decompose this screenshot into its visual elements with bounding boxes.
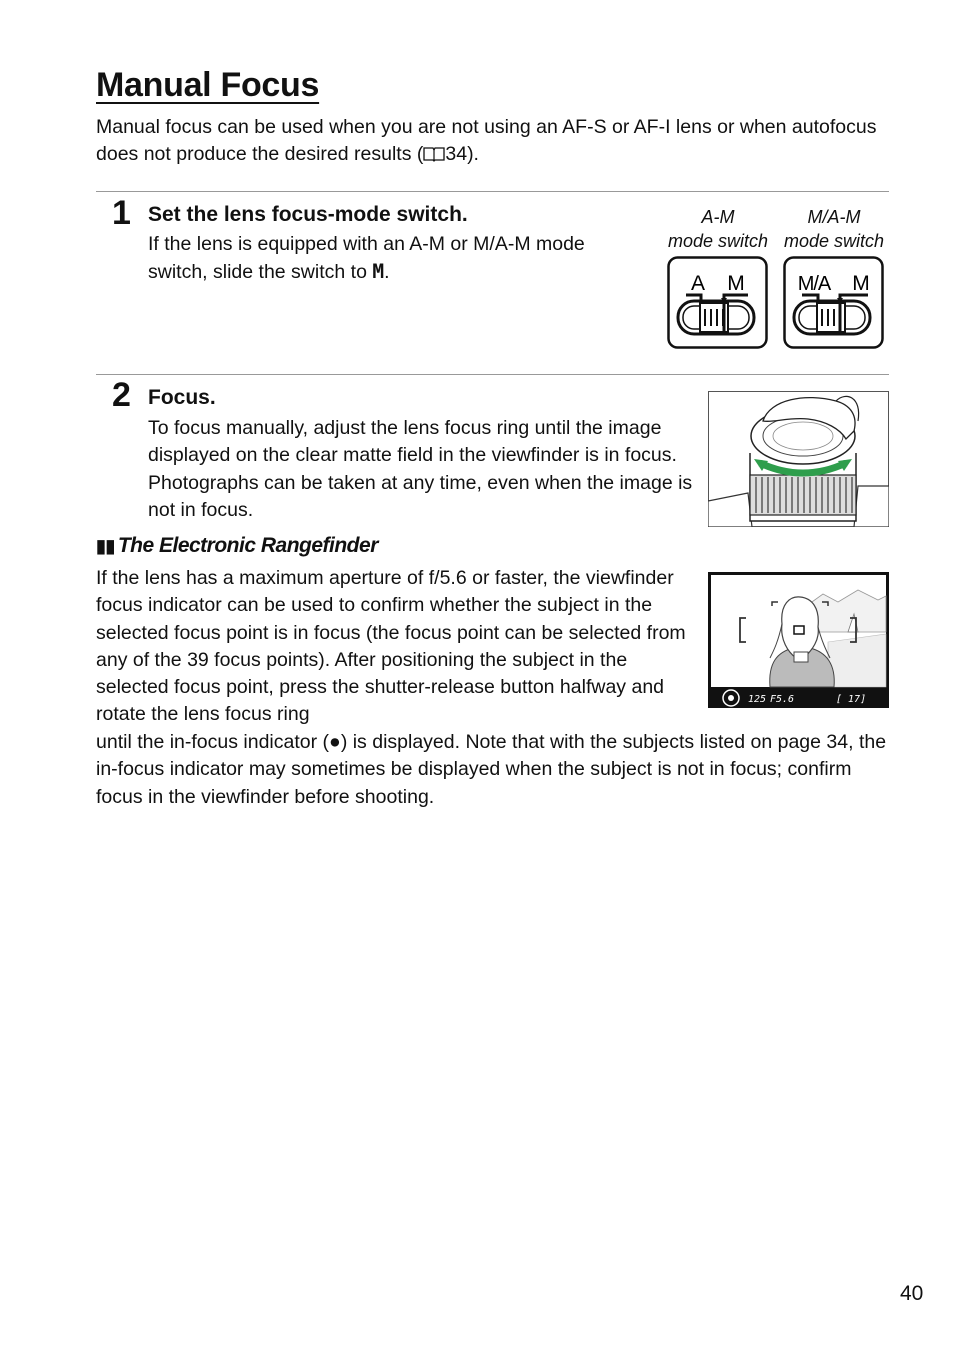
viewfinder-frames: [ 17] bbox=[836, 694, 867, 705]
viewfinder-aperture: F5.6 bbox=[770, 694, 795, 705]
page-title: Manual Focus bbox=[96, 66, 320, 104]
section-marker-icon: ▮▮ bbox=[96, 536, 115, 556]
am-switch-label-a: A bbox=[690, 272, 706, 295]
am-switch-label-m: M bbox=[727, 272, 745, 295]
step2-text: To focus manually, adjust the lens focus ring until the image displayed on the clear matte field in the viewfinder is in focus. Photographs can be taken at any time, even when the image is not in focus. bbox=[148, 417, 693, 521]
step2-heading: Focus. bbox=[148, 386, 216, 409]
caption-am: A-M mode switch bbox=[667, 207, 769, 251]
caption-mam: M/A-M mode switch bbox=[783, 207, 885, 251]
rangefinder-text-b: until the in-focus indicator (●) is displayed. Note that with the subjects listed on page 34, the in-focus indicator may sometimes be displayed when the subject is not in focus; confirm focus in the viewfinder before shooting. bbox=[96, 731, 887, 808]
mam-switch-label-ma: M/A bbox=[797, 273, 831, 295]
in-focus-dot-icon: ● bbox=[329, 731, 341, 753]
divider-step1 bbox=[96, 191, 889, 192]
mam-switch-illustration bbox=[783, 256, 884, 349]
viewfinder-shutter: 125 bbox=[748, 694, 767, 705]
rangefinder-heading: ▮▮ The Electronic Rangefinder bbox=[96, 534, 378, 557]
step1-heading: Set the lens focus-mode switch. bbox=[148, 203, 468, 226]
focus-ring-illustration bbox=[708, 391, 889, 527]
rangefinder-text-a: If the lens has a maximum aperture of f/5.6 or faster, the viewfinder focus indicator can be used to confirm whether the subject in the selected focus point is in focus (the focus point can be selected from any of the 39 focus points). After positioning the subject in the selected focus point, press the shutter-release button halfway and rotate the lens focus ring bbox=[96, 567, 686, 726]
page-number: 40 bbox=[900, 1282, 924, 1305]
book-icon bbox=[423, 146, 445, 162]
step1-number: 1 bbox=[112, 194, 131, 232]
divider-step2 bbox=[96, 374, 889, 375]
mam-switch-label-m: M bbox=[852, 272, 870, 295]
am-switch-illustration bbox=[667, 256, 768, 349]
step1-text: If the lens is equipped with an A-M or M/A-M mode switch, slide the switch to M. bbox=[148, 233, 585, 284]
step2-number: 2 bbox=[112, 376, 131, 414]
intro-paragraph: Manual focus can be used when you are not using an AF-S or AF-I lens or when autofocus does not produce the desired results ( 34). bbox=[96, 116, 877, 166]
viewfinder-illustration bbox=[708, 572, 889, 708]
